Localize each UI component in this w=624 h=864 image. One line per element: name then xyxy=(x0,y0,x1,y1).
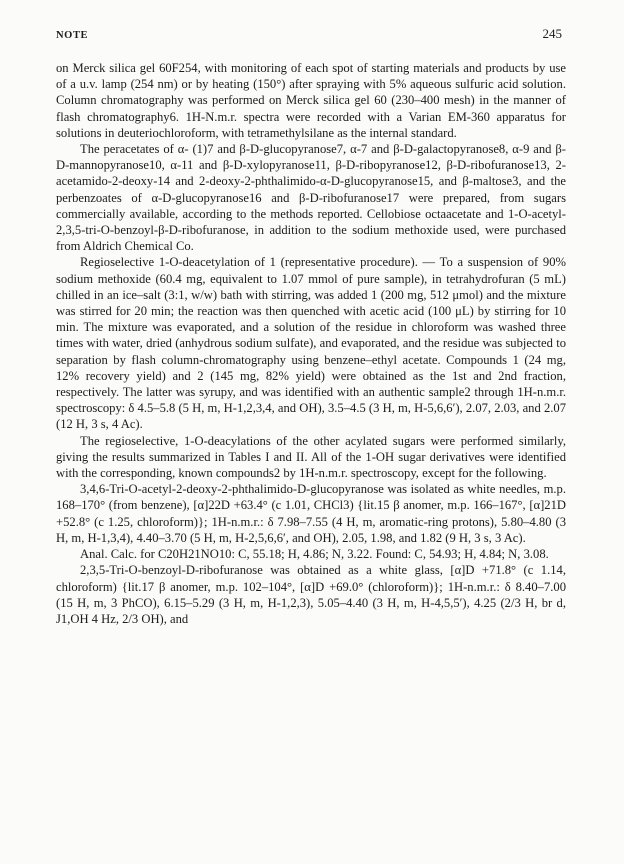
paragraph-peracetates: The peracetates of α- (1)7 and β-D-glucopyranose7, α-7 and β-D-galactopyranose8, α-9 and β-D-mannopyranose10, α-11 and β-D-xylopyranose11, β-D-ribopyranose12, β-D-ribofuranose13, 2-acetamido-2-deoxy-14 and 2-deoxy-2-phthalimido-α-D-glucopyranose15, and β-maltose3, and the perbenzoates of α-D-glucopyranose16 and β-D-ribofuranose17 were prepared, from sugars commercially available, according to the methods reported. Cellobiose octaacetate and 1-O-acetyl-2,3,5-tri-O-benzoyl-β-D-ribofuranose, in addition to the sodium methoxide used, were purchased from Aldrich Chemical Co. xyxy=(56,142,566,254)
paragraph-elemental-analysis: Anal. Calc. for C20H21NO10: C, 55.18; H, 4.86; N, 3.22. Found: C, 54.93; H, 4.84; N, 3.08. xyxy=(80,547,549,562)
running-header xyxy=(56,26,562,42)
paragraph-phthalimido-compound: 3,4,6-Tri-O-acetyl-2-deoxy-2-phthalimido-D-glucopyranose was isolated as white needles, m.p. 168–170° (from benzene), [α]22D +63.4° (c 1.01, CHCl3) {lit.15 β anomer, m.p. 166–167°, [α]21D +52.8° (c 1.25, chloroform)}; 1H-n.m.r.: δ 7.98–7.55 (4 H, m, aromatic-ring protons), 5.80–4.80 (3 H, m, H-1,3,4), 4.40–3.70 (5 H, m, H-2,5,6,6′, and OH), 2.05, 1.98, and 1.82 (9 H, 3 s, 3 Ac). xyxy=(56,482,566,545)
body-text xyxy=(56,60,566,627)
paragraph-methods-continued: on Merck silica gel 60F254, with monitoring of each spot of starting materials and products by use of a u.v. lamp (254 nm) or by heating (150°) after spraying with 5% aqueous sulfuric acid solution. Column chromatography was performed on Merck silica gel 60 (230–400 mesh) in the manner of flash chromatography6. 1H-N.m.r. spectra were recorded with a Varian EM-360 apparatus for solutions in deuteriochloroform, with tetramethylsilane as the internal standard. xyxy=(56,61,566,140)
paragraph-other-acylated-sugars: The regioselective, 1-O-deacylations of the other acylated sugars were performed similarly, giving the results summarized in Tables I and II. All of the 1-OH sugar derivatives were identified with the corresponding, known compounds2 by 1H-n.m.r. spectroscopy, except for the following. xyxy=(56,433,566,481)
paragraph-tribenzoyl-ribofuranose: 2,3,5-Tri-O-benzoyl-D-ribofuranose was obtained as a white glass, [α]D +71.8° (c 1.14, chloroform) {lit.17 β anomer, m.p. 102–104°, [α]D +69.0° (chloroform)}; 1H-n.m.r.: δ 8.40–7.00 (15 H, m, 3 PhCO), 6.15–5.29 (3 H, m, H-1,2,3), 5.05–4.40 (3 H, m, H-4,5,5′), 4.25 (2/3 H, br d, J1,OH 4 Hz, 2/3 OH), and xyxy=(56,563,566,626)
paragraph-deacetylation-procedure: Regioselective 1-O-deacetylation of 1 (representative procedure). — To a suspension of 90% sodium methoxide (60.4 mg, equivalent to 1.07 mmol of pure sample), in tetrahydrofuran (5 mL) chilled in an ice–salt (3:1, w/w) bath with stirring, was added 1 (200 mg, 512 μmol) and the mixture was stirred for 20 min; the reaction was then quenched with acetic acid (100 μL) by stirring for 10 min. The mixture was evaporated, and a solution of the residue in chloroform was washed three times with water, dried (anhydrous sodium sulfate), and evaporated, and the residue was subjected to separation by flash column-chromatography using benzene–ethyl acetate. Compounds 1 (24 mg, 12% recovery yield) and 2 (145 mg, 82% yield) were obtained as the 1st and 2nd fraction, respectively. The latter was syrupy, and was identified with an authentic sample2 through 1H-n.m.r. spectroscopy: δ 4.5–5.8 (5 H, m, H-1,2,3,4, and OH), 3.5–4.5 (3 H, m, H-5,6,6′), 2.07, 2.03, and 2.07 (12 H, 3 s, 4 Ac). xyxy=(56,255,566,432)
journal-section-label: NOTE xyxy=(56,30,89,41)
page-number: 245 xyxy=(542,26,562,41)
